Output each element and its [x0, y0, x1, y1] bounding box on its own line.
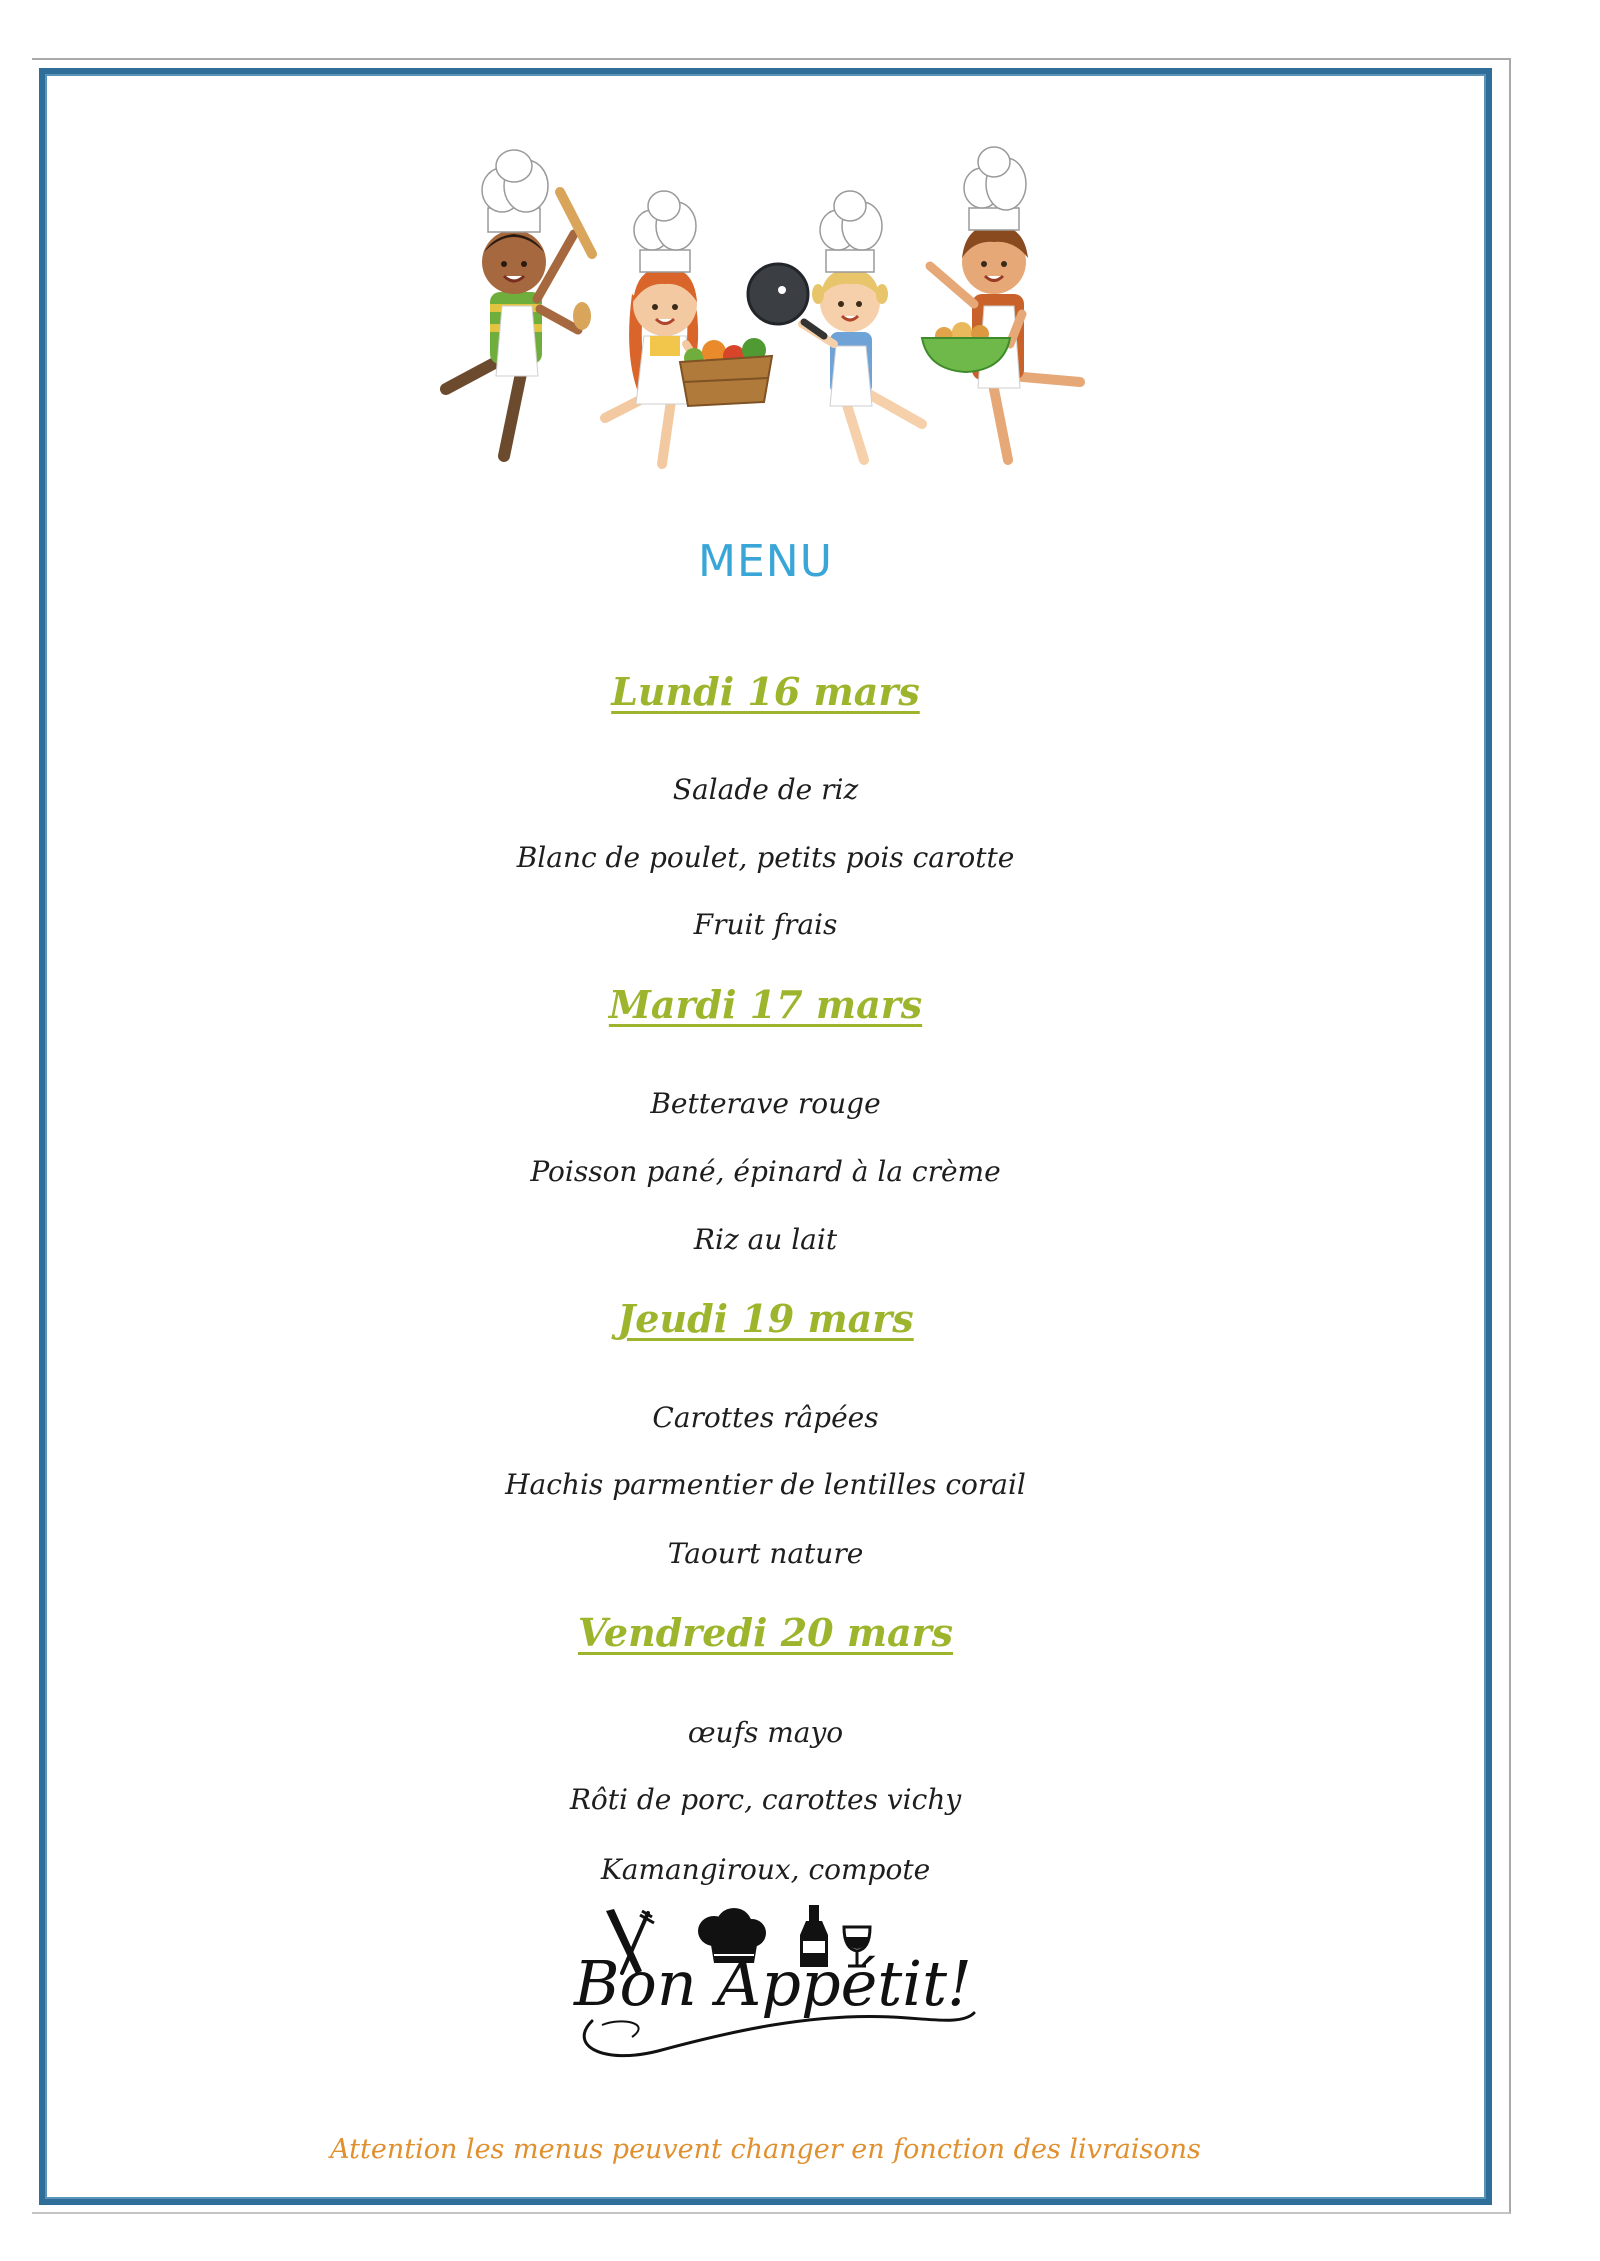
day-heading-monday: Lundi 16 mars: [611, 669, 920, 714]
footer-note: Attention les menus peuvent changer en fonction des livraisons: [330, 2134, 1201, 2165]
menu-item: Salade de riz: [672, 773, 859, 806]
menu-item: Blanc de poulet, petits pois carotte: [516, 841, 1015, 874]
kid-chef-salad-bowl: [922, 147, 1080, 460]
menu-item: Betterave rouge: [650, 1087, 881, 1120]
kid-chefs-illustration: [432, 144, 1088, 476]
menu-item: Hachis parmentier de lentilles corail: [505, 1468, 1026, 1501]
menu-item: Fruit frais: [693, 908, 838, 941]
bon-appetit-logo: [562, 1905, 982, 2070]
menu-item: Rôti de porc, carottes vichy: [569, 1783, 962, 1816]
day-heading-thursday: Jeudi 19 mars: [617, 1296, 914, 1341]
day-heading-friday: Vendredi 20 mars: [577, 1610, 954, 1655]
bon-appetit-lettering: Bon Appétit!: [574, 1947, 972, 2020]
kid-chef-vegetable-basket: [605, 191, 772, 464]
menu-item: Carottes râpées: [652, 1401, 879, 1434]
day-heading-tuesday: Mardi 17 mars: [608, 982, 923, 1027]
logo-swirl-curl: [602, 2021, 639, 2037]
kid-chef-frying-pan: [748, 191, 922, 460]
kid-chef-rolling-pin: [446, 150, 592, 456]
menu-title: MENU: [698, 536, 833, 587]
menu-item: œufs mayo: [687, 1716, 844, 1749]
menu-item: Poisson pané, épinard à la crème: [530, 1155, 1001, 1188]
menu-item: Kamangiroux, compote: [600, 1853, 931, 1886]
menu-item: Riz au lait: [693, 1223, 838, 1256]
menu-item: Taourt nature: [667, 1537, 864, 1570]
